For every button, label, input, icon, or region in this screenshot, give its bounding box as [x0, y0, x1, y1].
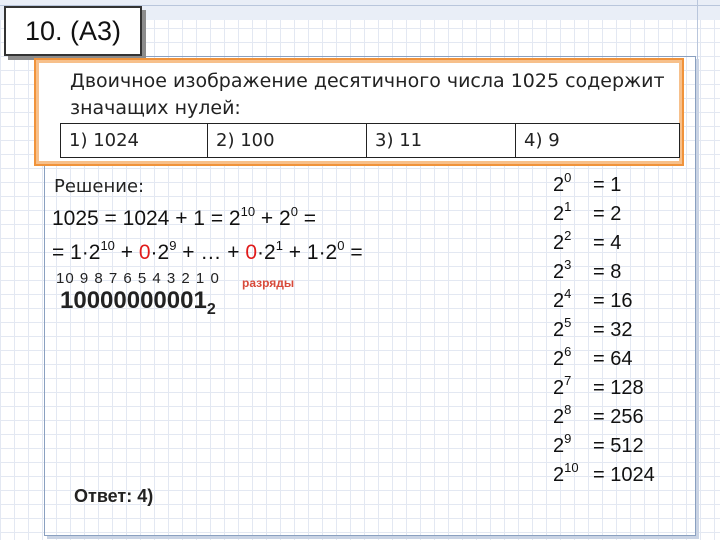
power-base: $2^1$ [553, 199, 572, 225]
option-4[interactable]: 4) 9 [516, 124, 680, 158]
slide-title: 10. (А3) [4, 6, 142, 56]
power-row [553, 462, 673, 491]
power-base: $2^4$ [553, 286, 572, 312]
side-decor-line [697, 0, 698, 190]
power-value: = 1024 [593, 464, 655, 486]
solution-label: Решение: [54, 176, 145, 197]
answer-text: Ответ: 4) [74, 486, 154, 506]
zero-highlight: 0 [138, 241, 151, 264]
question-text: Двоичное изображение десятичного числа 1025 содержит значащих нулей: [70, 70, 665, 119]
power-row [553, 259, 673, 288]
power-base: $2^5$ [553, 315, 572, 341]
option-3[interactable]: 3) 11 [367, 124, 516, 158]
digit-positions: 10 9 8 7 6 5 4 3 2 1 0 [56, 270, 220, 287]
power-row [553, 201, 673, 230]
power-base: $2^{10}$ [553, 460, 579, 486]
power-value: = 64 [593, 348, 633, 370]
option-2[interactable]: 2) 100 [208, 124, 367, 158]
power-row [553, 433, 673, 462]
power-value: = 8 [593, 261, 622, 283]
power-row [553, 346, 673, 375]
power-row [553, 230, 673, 259]
zero-highlight: 0 [245, 241, 258, 264]
power-base: $2^9$ [553, 431, 572, 457]
power-row [553, 288, 673, 317]
solution-line-2: = $1\cdot 2^{10} + 0\cdot 2^9$ + … + $0\cdot 2^1 + 1\cdot 2^0$ = [52, 238, 363, 264]
digit-positions-label: разряды [242, 276, 295, 290]
power-value: = 4 [593, 232, 622, 254]
power-value: = 2 [593, 203, 622, 225]
power-row [553, 317, 673, 346]
power-row [553, 404, 673, 433]
power-base: $2^3$ [553, 257, 572, 283]
power-value: = 256 [593, 406, 644, 428]
solution-line-1: $1025 = 1024 + 1 = 2^{10} + 2^0$ = [52, 204, 317, 230]
power-row [553, 172, 673, 201]
answer-options-table [60, 123, 680, 158]
power-value: = 16 [593, 290, 633, 312]
option-1[interactable]: 1) 1024 [61, 124, 208, 158]
power-value: = 512 [593, 435, 644, 457]
binary-result: $10000000001_2$ [60, 287, 216, 318]
powers-of-two-table [553, 172, 673, 491]
power-base: $2^6$ [553, 344, 572, 370]
power-value: = 1 [593, 174, 622, 196]
power-base: $2^2$ [553, 228, 572, 254]
power-base: $2^8$ [553, 402, 572, 428]
power-base: $2^7$ [553, 373, 572, 399]
power-value: = 32 [593, 319, 633, 341]
power-row [553, 375, 673, 404]
power-base: $2^0$ [553, 170, 572, 196]
question-box [34, 58, 684, 166]
power-value: = 128 [593, 377, 644, 399]
